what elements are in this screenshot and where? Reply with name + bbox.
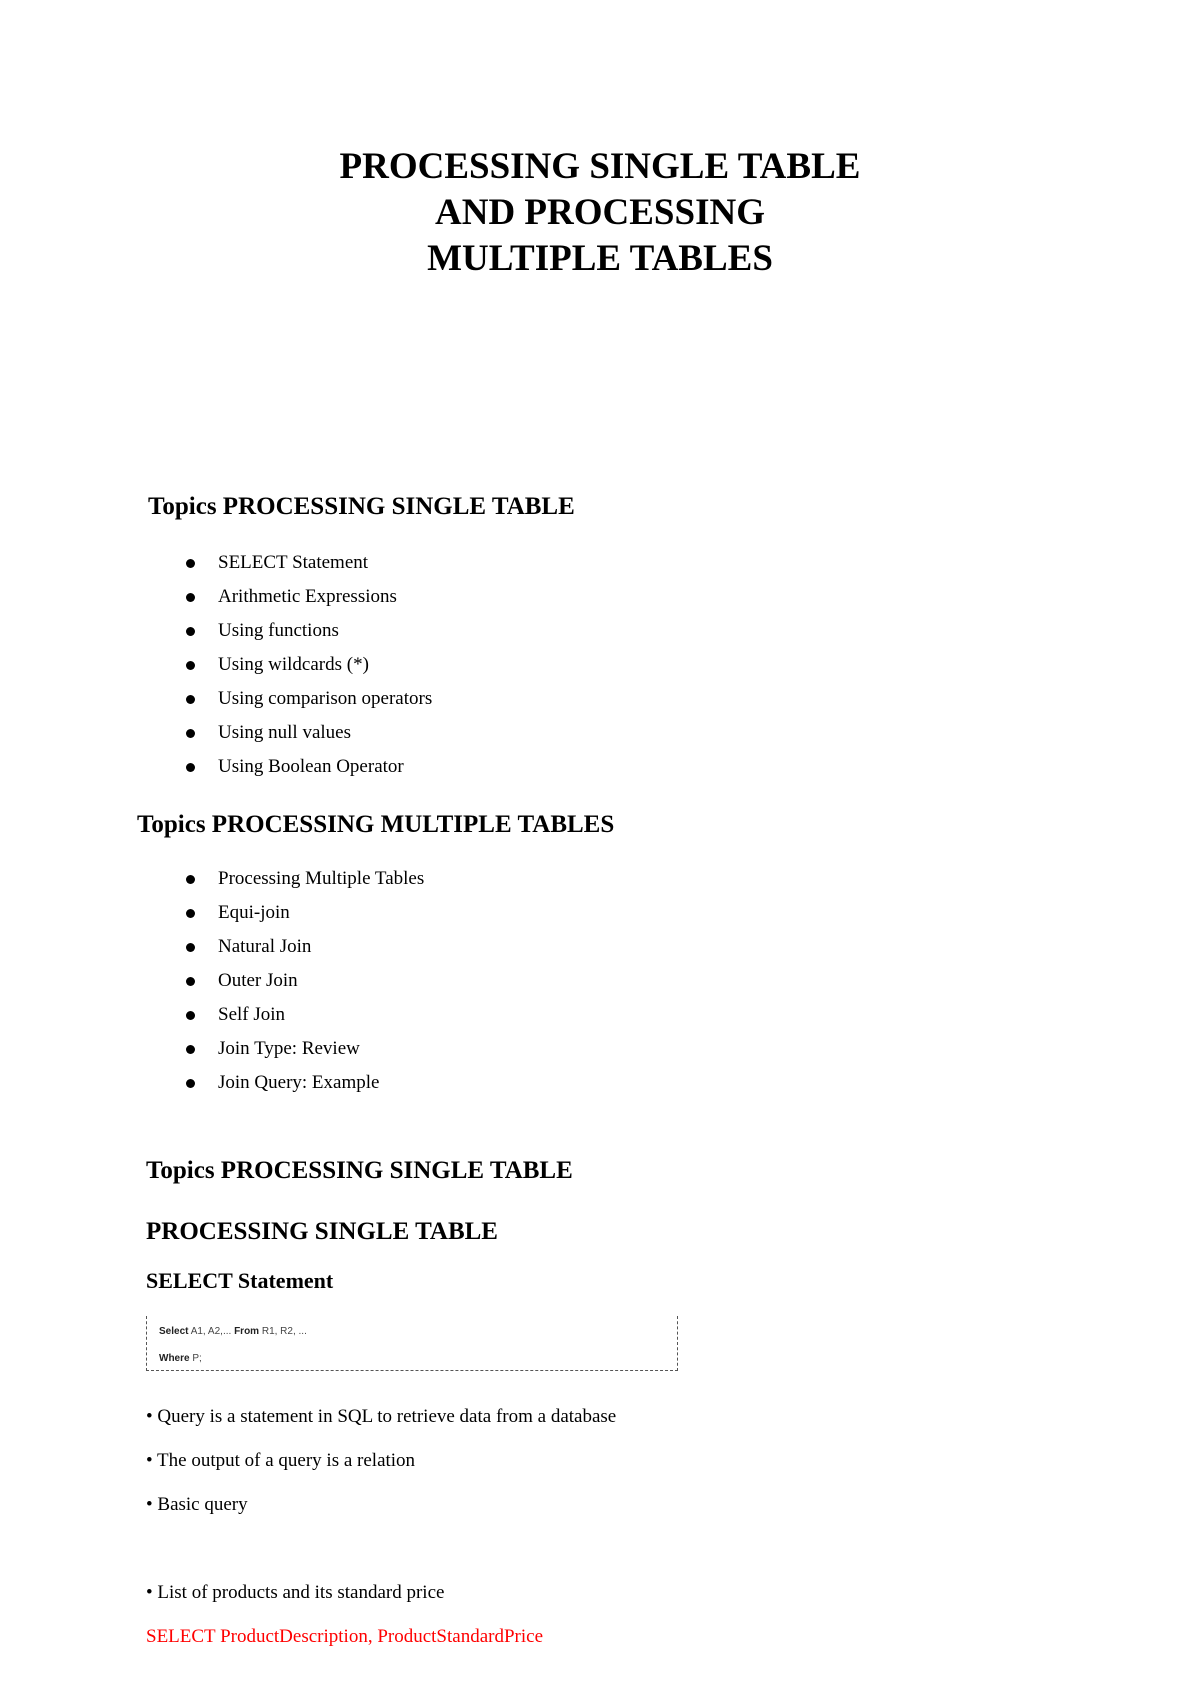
- bullet-icon: [186, 909, 195, 918]
- title-line-3: MULTIPLE TABLES: [427, 238, 773, 279]
- list-item-label: Natural Join: [218, 936, 312, 957]
- bullet-icon: [186, 729, 195, 738]
- query-definition-point: • Query is a statement in SQL to retrieve data from a database: [146, 1406, 617, 1427]
- bullet-icon: [186, 875, 195, 884]
- basic-query-point: • Basic query: [146, 1494, 248, 1515]
- bullet-icon: [186, 1045, 195, 1054]
- list-item: [186, 754, 432, 788]
- list-item-label: Using functions: [218, 620, 339, 641]
- bullet-icon: [186, 593, 195, 602]
- bullet-icon: [186, 977, 195, 986]
- code-text: P;: [189, 1353, 202, 1364]
- list-item-label: Using Boolean Operator: [218, 756, 404, 777]
- list-item-label: Using comparison operators: [218, 688, 433, 709]
- topics-multiple-list: [186, 866, 424, 1104]
- list-item: [186, 652, 432, 686]
- title-line-1: PROCESSING SINGLE TABLE: [339, 146, 861, 187]
- list-item-label: Processing Multiple Tables: [218, 868, 425, 889]
- list-item: [186, 618, 432, 652]
- code-keyword: From: [234, 1326, 260, 1337]
- list-item-label: Join Type: Review: [218, 1038, 360, 1059]
- bullet-icon: [186, 695, 195, 704]
- list-item-label: Using wildcards (*): [218, 654, 369, 675]
- list-item: [186, 686, 432, 720]
- list-item: [186, 1070, 424, 1104]
- query-output-point: • The output of a query is a relation: [146, 1450, 416, 1471]
- list-item: [186, 900, 424, 934]
- code-text: R1, R2, ...: [259, 1326, 307, 1337]
- list-item: [186, 1002, 424, 1036]
- code-keyword: Where: [159, 1353, 190, 1364]
- example-point: • List of products and its standard price: [146, 1582, 445, 1603]
- topics-single-list: [186, 550, 432, 788]
- code-line-2: [159, 1353, 202, 1364]
- list-item: [186, 934, 424, 968]
- list-item: [186, 866, 424, 900]
- list-item: [186, 968, 424, 1002]
- detail-section-heading: PROCESSING SINGLE TABLE: [146, 1218, 498, 1245]
- bullet-icon: [186, 627, 195, 636]
- list-item: [186, 720, 432, 754]
- list-item: [186, 1036, 424, 1070]
- list-item-label: Self Join: [218, 1004, 286, 1025]
- code-keyword: Select: [159, 1326, 189, 1337]
- list-item-label: Join Query: Example: [218, 1072, 380, 1093]
- topics-multiple-heading: Topics PROCESSING MULTIPLE TABLES: [137, 811, 615, 838]
- bullet-icon: [186, 661, 195, 670]
- list-item: [186, 584, 432, 618]
- bullet-icon: [186, 943, 195, 952]
- list-item-label: Arithmetic Expressions: [218, 586, 397, 607]
- bullet-icon: [186, 559, 195, 568]
- list-item-label: Equi-join: [218, 902, 290, 923]
- list-item-label: SELECT Statement: [218, 552, 369, 573]
- title-line-2: AND PROCESSING: [435, 192, 765, 233]
- detail-topics-heading: Topics PROCESSING SINGLE TABLE: [146, 1157, 573, 1184]
- code-line-1: [159, 1326, 307, 1337]
- bullet-icon: [186, 763, 195, 772]
- select-syntax-box: [146, 1316, 678, 1371]
- list-item: [186, 550, 432, 584]
- bullet-icon: [186, 1011, 195, 1020]
- bullet-icon: [186, 1079, 195, 1088]
- topics-single-heading: Topics PROCESSING SINGLE TABLE: [148, 493, 575, 520]
- code-text: A1, A2,...: [188, 1326, 235, 1337]
- list-item-label: Outer Join: [218, 970, 298, 991]
- document-title: [0, 144, 1200, 282]
- example-sql: SELECT ProductDescription, ProductStandardPrice: [146, 1626, 544, 1647]
- select-statement-heading: SELECT Statement: [146, 1268, 334, 1293]
- list-item-label: Using null values: [218, 722, 351, 743]
